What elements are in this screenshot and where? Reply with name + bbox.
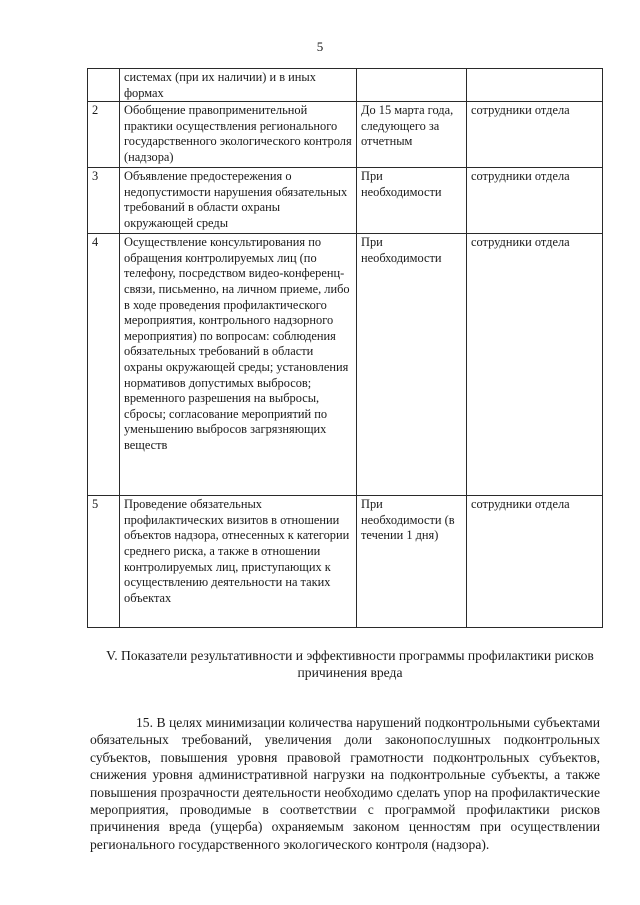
- deadline-cell: При необходимости: [357, 168, 467, 234]
- row-number: 4: [88, 234, 120, 496]
- body-paragraph: 15. В целях минимизации количества нарушений подконтрольными субъектами обязательных требований, увеличения доли законопослушных подконтрольных субъектов, повышения уровня правовой грамотности подконтрольных субъектов, снижения уровня административной нагрузки на подконтрольные субъекты, а также повышения прозрачности деятельности необходимо сделать упор на профилактические мероприятия, проводимые в соответствии с программой профилактики рисков причинения вреда (ущерба) охраняемым законом ценностям при осуществлении регионального государственного экологического контроля (надзора).: [90, 715, 600, 852]
- responsible-cell: сотрудники отдела: [467, 168, 603, 234]
- activity-cell: Осуществление консультирования по обращения контролируемых лиц (по телефону, посредством видео-конференц-связи, письменно, на личном приеме, либо в ходе проведения профилактического мероприятия, контрольного надзорного мероприятия) по вопросам: соблюдения обязательных требований в области охраны окружающей среды; установления нормативов допустимых выбросов; временного разрешения на выбросы, сбросы; согласование мероприятий по уменьшению выбросов загрязняющих веществ: [120, 234, 357, 496]
- row-number: 2: [88, 102, 120, 168]
- table-row: [88, 496, 603, 628]
- table-row: [88, 102, 603, 168]
- activity-cell: системах (при их наличии) и в иных формах: [120, 69, 357, 102]
- row-number: 3: [88, 168, 120, 234]
- activity-cell: Объявление предостережения о недопустимости нарушения обязательных требований в области охраны окружающей среды: [120, 168, 357, 234]
- activities-table: [87, 68, 603, 628]
- activity-cell: Проведение обязательных профилактических визитов в отношении объектов надзора, отнесенных к категории среднего риска, а также в отношении контролируемых лиц, приступающих к осуществлению деятельности на таких объектах: [120, 496, 357, 628]
- deadline-cell: При необходимости (в течении 1 дня): [357, 496, 467, 628]
- section-title: V. Показатели результативности и эффективности программы профилактики рисков причинения вреда: [106, 648, 594, 680]
- responsible-cell: сотрудники отдела: [467, 234, 603, 496]
- activity-cell: Обобщение правоприменительной практики осуществления регионального государственного экологического контроля (надзора): [120, 102, 357, 168]
- responsible-cell: [467, 69, 603, 102]
- row-number: 5: [88, 496, 120, 628]
- table-row: [88, 234, 603, 496]
- responsible-cell: сотрудники отдела: [467, 496, 603, 628]
- deadline-cell: [357, 69, 467, 102]
- row-number: [88, 69, 120, 102]
- deadline-cell: До 15 марта года, следующего за отчетным: [357, 102, 467, 168]
- responsible-cell: сотрудники отдела: [467, 102, 603, 168]
- table-row: [88, 69, 603, 102]
- page-number: 5: [316, 39, 324, 54]
- deadline-cell: При необходимости: [357, 234, 467, 496]
- table-row: [88, 168, 603, 234]
